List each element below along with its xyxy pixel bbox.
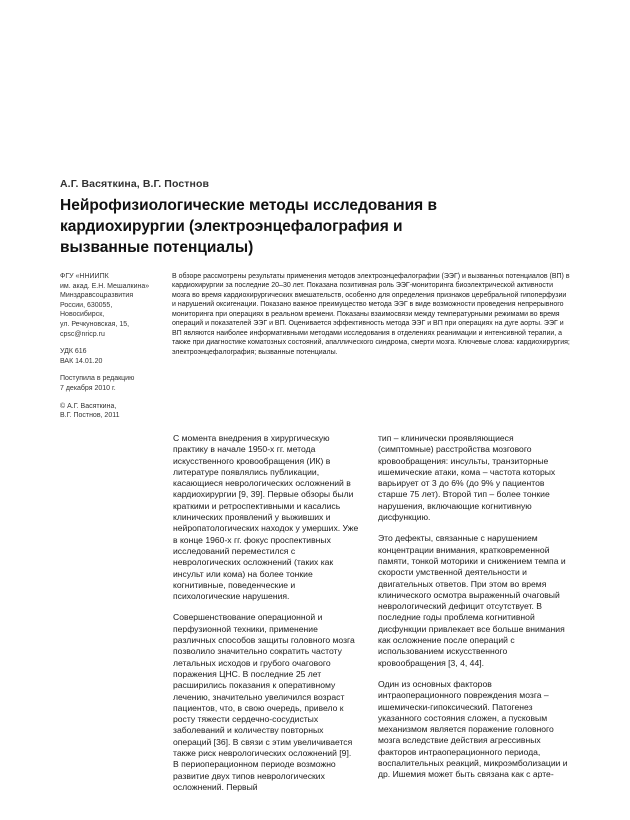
meta-line: 7 декабря 2010 г. (60, 384, 116, 392)
meta-line: России, 630055, (60, 301, 113, 309)
body-paragraph: С момента внедрения в хирургическую практику в начале 1950-х гг. метода искусственного кровообращения (ИК) в литературе появлялись публикации, касающиеся неврологических осложнений в кардиохирургии [9, 39]. Первые обзоры были краткими и ретроспективными и касались клинических проявлений у выживших и нейропатологических находок у умерших. Уже в конце 1960-х гг. фокус проспективных исследований переместился с неврологических осложнений (таких как инсульт или кома) на более тонкие когнитивные, поведенческие и психологические нарушения. (173, 433, 359, 602)
article-title: Нейрофизиологические методы исследования в кардиохирургии (электроэнцефалография и вызванные потенциалы) (60, 197, 437, 256)
authors: А.Г. Васяткина, В.Г. Постнов (60, 178, 210, 190)
meta-line: Поступила в редакцию (60, 375, 135, 383)
body-paragraph: Совершенствование операционной и перфузионной техники, применение различных способов защиты головного мозга позволило значительно сократить частоту летальных исходов и грубого очагового поражения ЦНС. В последние 25 лет расширились показания к оперативному лечению, значительно увеличился возраст пациентов, что, в свою очередь, привело к росту тяжести сердечно-сосудистых заболеваний и количеству повторных операций [36]. В связи с этим увеличивается также риск неврологических осложнений [9]. В периоперационном периоде возможно развитие двух типов неврологических осложнений. Первый (173, 612, 355, 792)
body-column-left (173, 433, 359, 803)
udk-codes (60, 347, 160, 366)
meta-line: ВАК 14.01.20 (60, 357, 103, 365)
body-column-right (378, 433, 570, 791)
copyright (60, 402, 160, 421)
abstract: В обзоре рассмотрены результаты применения методов электроэнцефалографии (ЭЭГ) и вызванных потенциалов (ВП) в кардиохирургии за последние 20–30 лет. Показана позитивная роль ЭЭГ-мониторинга биоэлектрической активности мозга во время кардиохирургических вмешательств, особенно для определения признаков церебральной гипоперфузии и нарушений оксигенации. Показано важное преимущество метода ЭЭГ в виде возможности проведения непрерывного мониторинга при операциях в реальном времени. Показаны взаимосвязи между температурными режимами во время операций и показателей ЭЭГ и ВП. Оценивается эффективность метода ЭЭГ и ВП при операциях на дуге аорты. ЭЭГ и ВП являются наиболее информативными методами исследования в отделениях реанимации и интенсивной терапии, а также при диагностике коматозных состояний, апаллического синдрома, смерти мозга. Ключевые слова: кардиохирургия; электроэнцефалография; вызванные потенциалы. (172, 273, 570, 356)
body-paragraph: тип – клинически проявляющиеся (симптомные) расстройства мозгового кровообращения: инсульты, транзиторные ишемические атаки, кома – частота которых варьирует от 3 до 6% (до 9% у пациентов старше 75 лет). Второй тип – более тонкие нарушения, включающие когнитивную дисфункцию. (378, 433, 556, 523)
meta-line: ул. Речкуновская, 15, (60, 320, 130, 328)
meta-line: Минздравсоцразвития (60, 292, 134, 300)
meta-line: им. акад. Е.Н. Мешалкина» (60, 282, 150, 290)
body-paragraph: Один из основных факторов интраоперационного повреждения мозга – ишемически-гипоксический. Патогенез указанного состояния сложен, а пусковым механизмом является поражение головного мозга вследствие действия агрессивных факторов интраоперационного периода, воспалительных реакций, микроэмболизации и др. Ишемия может быть связана как с арте- (378, 678, 568, 780)
meta-line: ФГУ «ННИИПК (60, 273, 109, 280)
received-date (60, 374, 160, 393)
meta-line: © А.Г. Васяткина, (60, 402, 117, 410)
body-paragraph: Это дефекты, связанные с нарушением концентрации внимания, кратковременной памяти, тонкой моторики и снижением темпа и скорости умственной деятельности и двигательных ответов. При этом во время клинического осмотра выраженный очаговый неврологический дефицит отсутствует. В последние годы проблема когнитивной дисфункции привлекает все больше внимания как осложнение после операций с использованием искусственного кровообращения [3, 4, 44]. (378, 533, 566, 668)
meta-line: УДК 616 (60, 348, 87, 356)
affiliation (60, 272, 160, 339)
email: cpsc@nricp.ru (60, 330, 105, 338)
meta-line: Новосибирск, (60, 311, 105, 319)
meta-line: В.Г. Постнов, 2011 (60, 412, 120, 420)
article-meta (60, 272, 160, 421)
